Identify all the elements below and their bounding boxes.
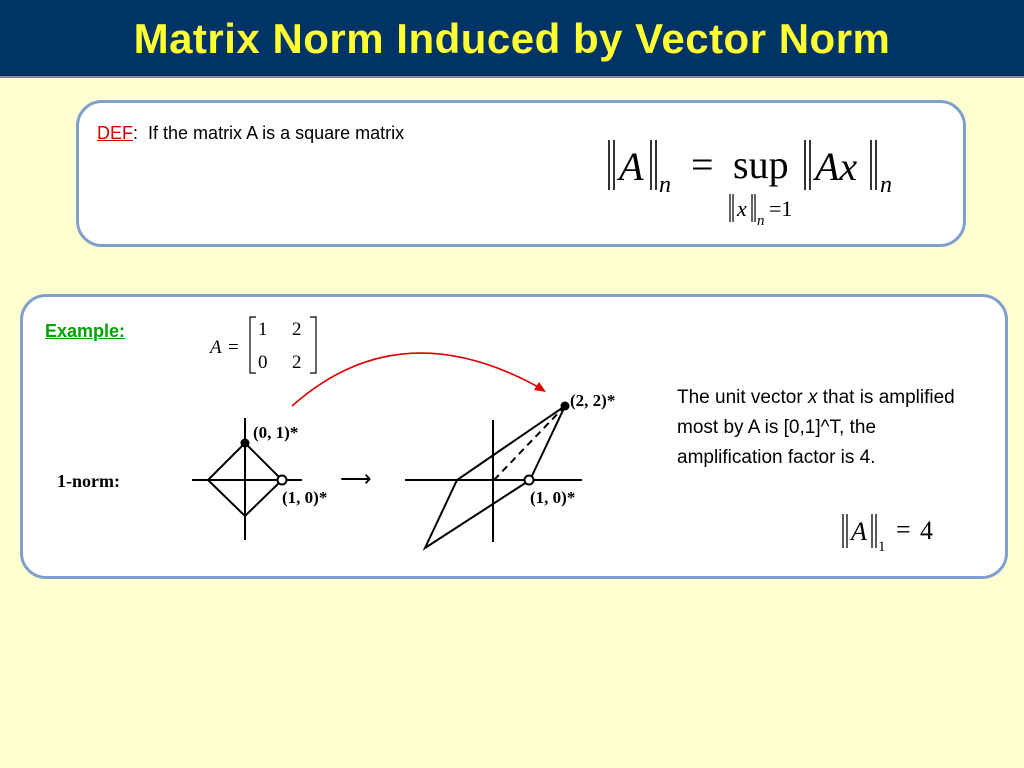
formula-rhs-sub: n	[880, 172, 892, 198]
norm-label: 1-norm:	[57, 471, 120, 491]
map-arrow: ⟶	[340, 466, 372, 491]
definition-formula	[599, 128, 929, 258]
result-eq: =	[896, 515, 911, 544]
matrix-r1c2: 2	[292, 319, 302, 340]
result-var: A	[851, 517, 867, 546]
title-bar	[0, 0, 1024, 78]
label-0-1: (0, 1)*	[253, 423, 299, 442]
def-tag: DEF	[97, 123, 133, 143]
def-text: If the matrix A is a square matrix	[148, 123, 405, 143]
label-2-2: (2, 2)*	[570, 391, 616, 410]
example-text-after: that is amplified most by A is [0,1]^T, the amplification factor is 4.	[677, 387, 955, 468]
definition-box	[76, 100, 966, 247]
formula-eq: =	[691, 142, 714, 187]
formula-lhs: A	[619, 144, 644, 189]
definition-line	[97, 123, 404, 144]
formula-under-var: x	[737, 196, 747, 221]
matrix-r2c1: 0	[258, 352, 268, 373]
formula-sup: sup	[733, 142, 789, 187]
result-value: 4	[920, 516, 933, 545]
slide-title: Matrix Norm Induced by Vector Norm	[133, 15, 891, 62]
formula-under-eq: =1	[769, 196, 793, 221]
def-separator: :	[133, 123, 139, 143]
matrix-name: A	[210, 337, 222, 358]
result-sub: 1	[878, 539, 886, 555]
example-text-var: x	[807, 387, 818, 408]
matrix-r1c1: 1	[258, 319, 268, 340]
label-1-0-image: (1, 0)*	[530, 488, 576, 507]
formula-under-sub: n	[757, 213, 765, 229]
matrix-eq: =	[228, 337, 239, 358]
example-text-before: The unit vector	[677, 387, 808, 408]
example-box	[20, 294, 1008, 579]
example-label: Example:	[45, 321, 126, 341]
label-1-0: (1, 0)*	[282, 488, 328, 507]
formula-rhs: Ax	[815, 144, 858, 189]
example-description	[677, 383, 967, 473]
matrix-r2c2: 2	[292, 352, 302, 373]
formula-lhs-sub: n	[659, 172, 671, 198]
